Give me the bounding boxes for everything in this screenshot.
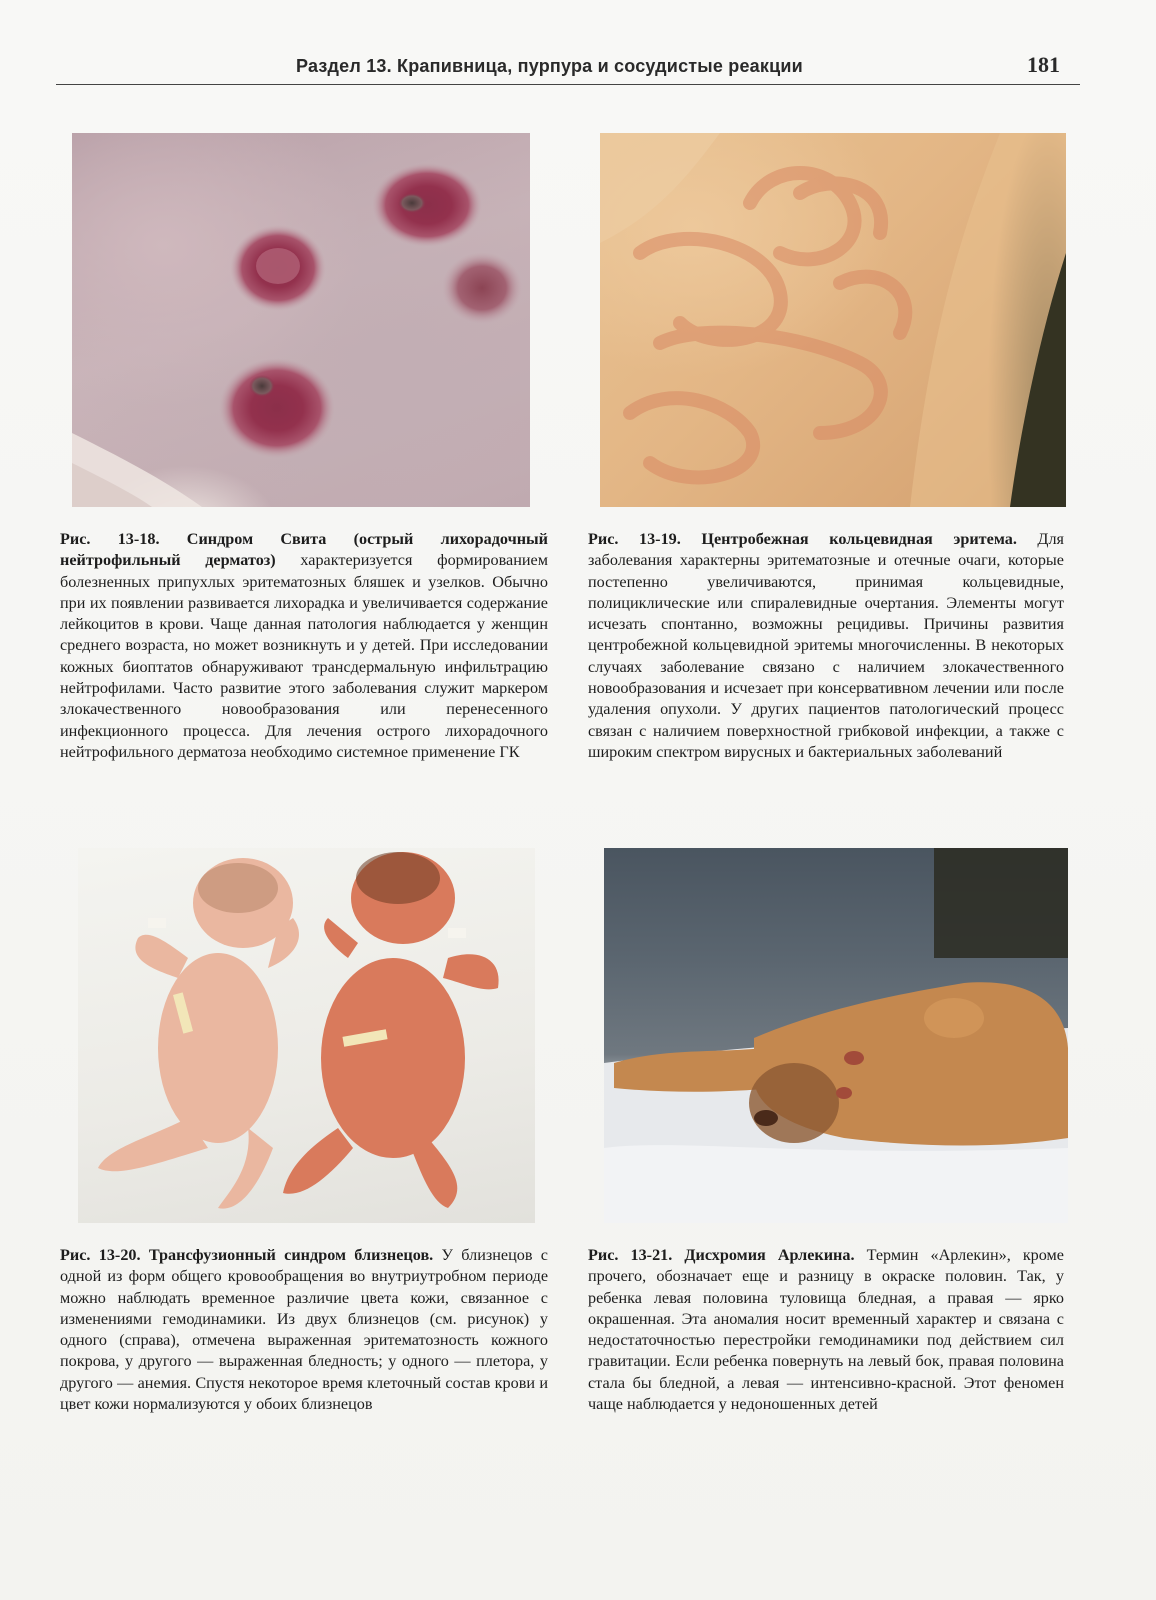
figure-13-21-photo xyxy=(604,848,1068,1223)
page-number: 181 xyxy=(1027,52,1060,77)
figure-13-19-caption xyxy=(588,529,1064,763)
figure-13-18-photo xyxy=(72,133,530,507)
figure-13-20-caption xyxy=(60,1245,548,1415)
figure-13-20-caption-title: Рис. 13-20. Трансфузионный синдром близнецов. xyxy=(60,1246,434,1264)
figure-13-21-caption-title: Рис. 13-21. Дисхромия Арлекина. xyxy=(588,1246,855,1264)
figure-13-21-caption xyxy=(588,1245,1064,1415)
figure-13-19-caption-text: Для заболевания характерны эритематозные и отечные очаги, которые постепенно увеличиваются, принимая кольцевидные, полициклические или спиралевидные очертания. Элементы могут исчезать спонтанно, возможны рецидивы. Причины развития центробежной кольцевидной эритемы многочисленны. В некоторых случаях заболевание связано с наличием злокачественного новообразования и исчезает при консервативном лечении или после удаления опухоли. У других пациентов патологический процесс связан с наличием поверхностной грибковой инфекции, а также с широким спектром вирусных и бактериальных заболеваний xyxy=(588,530,1064,761)
harlequin-dyschromia-photo-drawing xyxy=(604,848,1068,1223)
annular-erythema-photo-drawing xyxy=(600,133,1066,507)
figure-13-18-caption-text: характеризуется формированием болезненных припухлых эритематозных бляшек и узелков. Обычно при их появлении развивается лихорадка и увеличивается содержание лейкоцитов в крови. Чаще данная патология наблюдается у женщин среднего возраста, но может возникнуть и у детей. При исследовании кожных биоптатов обнаруживают трансдермальную инфильтрацию нейтрофилами. Часто развитие этого заболевания служит маркером злокачественного новообразования или перенесенного инфекционного процесса. Для лечения острого лихорадочного нейтрофильного дерматоза необходимо системное применение ГК xyxy=(60,551,548,761)
figure-13-18-caption-title: Рис. 13-18. Синдром Свита (острый лихорадочный нейтрофильный дерматоз) xyxy=(60,530,548,570)
figure-13-19-photo xyxy=(600,133,1066,507)
figure-13-21-caption-text: Термин «Арлекин», кроме прочего, обозначает еще и разницу в окраске половин. Так, у ребенка левая половина туловища бледная, а правая — ярко окрашенная. Эта аномалия носит временный характер и связана с недостаточностью перестройки гемодинамики под действием сил гравитации. Если ребенка повернуть на левый бок, правая половина стала бы бледной, а левая — интенсивно-красной. Этот феномен чаще наблюдается у недоношенных детей xyxy=(588,1246,1064,1414)
running-title: Раздел 13. Крапивница, пурпура и сосудистые реакции xyxy=(296,56,803,76)
figure-13-19-caption-title: Рис. 13-19. Центробежная кольцевидная эритема. xyxy=(588,530,1017,548)
sweet-syndrome-photo-drawing xyxy=(72,133,530,507)
figure-13-20-photo xyxy=(78,848,535,1223)
page-header xyxy=(56,54,1080,85)
twin-transfusion-photo-drawing xyxy=(78,848,535,1223)
figure-13-20-caption-text: У близнецов с одной из форм общего кровообращения во внутриутробном периоде можно наблюдать временное различие цвета кожи, связанное с изменениями гемодинамики. Из двух близнецов (см. рисунок) у одного (справа), отмечена выраженная эритематозность кожного покрова, у другого — выраженная бледность; у одного — плетора, у другого — анемия. Спустя некоторое время клеточный состав крови и цвет кожи нормализуются у обоих близнецов xyxy=(60,1246,548,1414)
figure-13-18-caption xyxy=(60,529,548,763)
